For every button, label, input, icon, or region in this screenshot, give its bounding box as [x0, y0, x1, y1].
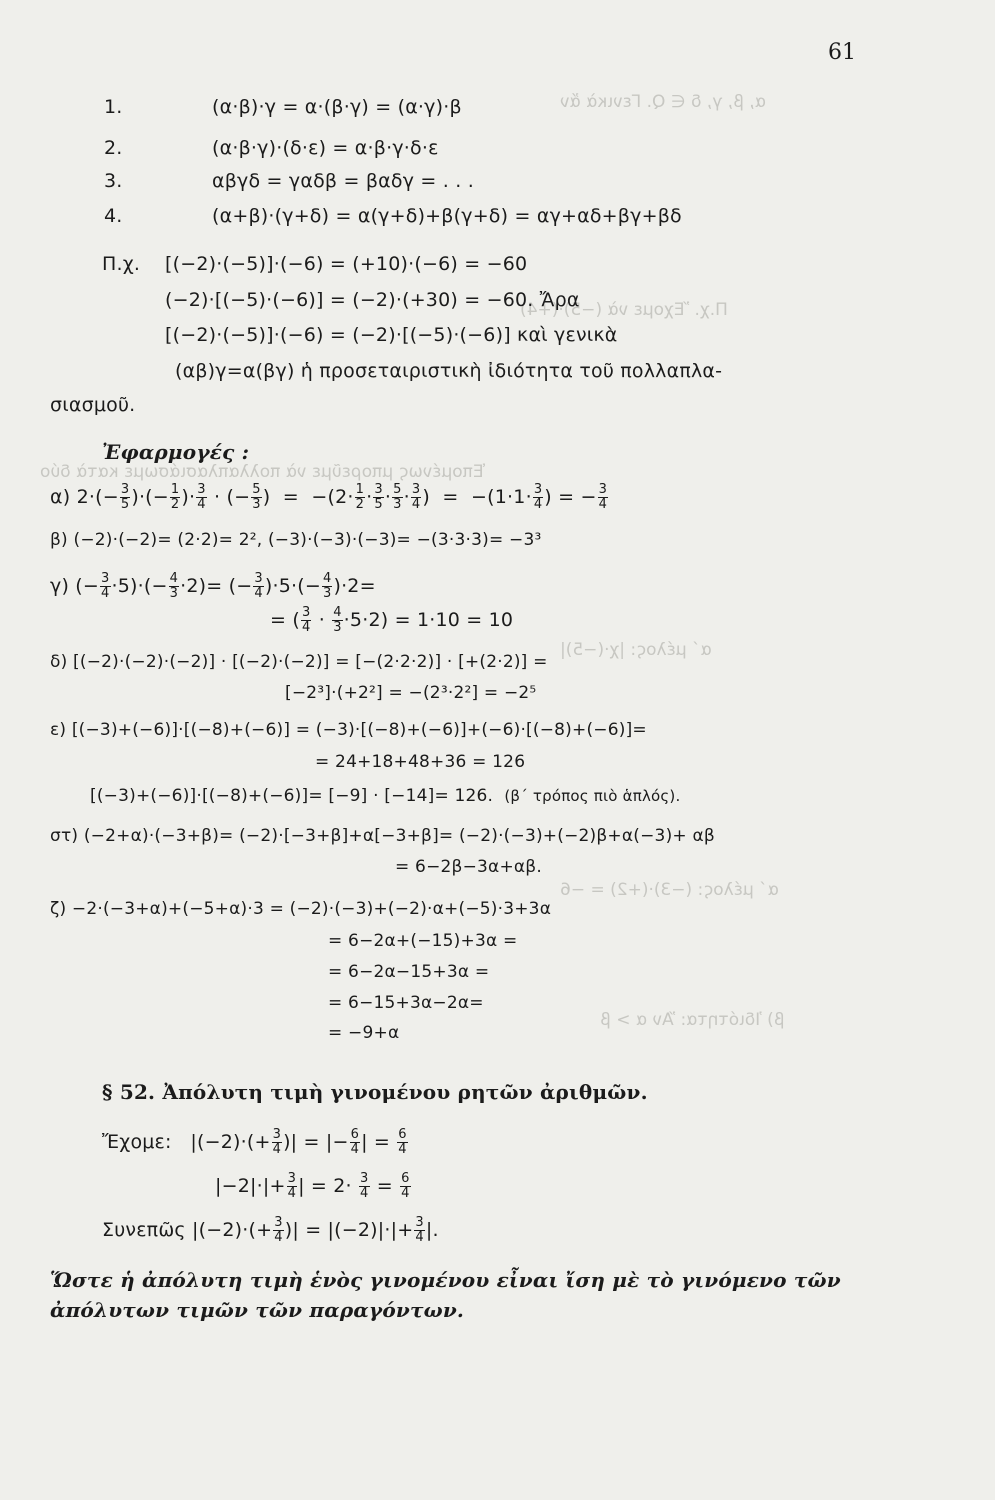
- bleed-through-text: β) Ἰδιότητα: Ἄν α > β: [600, 1010, 785, 1030]
- application-z-line-2: = 6−2α+(−15)+3α =: [328, 931, 518, 951]
- conclusion-line-1: Ὥστε ἡ ἀπόλυτη τιμὴ ἑνὸς γινομένου εἶναι ἴση μὲ τὸ γινόμενο τῶν: [50, 1268, 841, 1292]
- application-st-line-1: στ) (−2+α)·(−3+β)= (−2)·[−3+β]+α[−3+β]= (−2)·(−3)+(−2)β+α(−3)+ αβ: [50, 826, 715, 846]
- application-c-line-2: = ( $\frac{3}{4}$ · $\frac{4}{3}$ ·5·2) = 1·10 = 10: [270, 605, 514, 635]
- consequently-line: Συνεπῶς |(−2)·(+ $\frac{3}{4}$ )| = |(−2)|·|+ $\frac{3}{4}$ |.: [102, 1215, 439, 1245]
- application-a: α) 2·(− $\frac{3}{5}$ )·(− $\frac{1}{2}$ )· $\frac{3}{4}$ · (− $\frac{5}{3}$ ) = −(2· $\frac{1}{2}$ · $\frac{3}{5}$ · $\frac{5}{3}$ · $\frac{3}{4}$ ) = −(1·1· $\frac{3}{4}$ ) = − $\frac{3}{4}$: [50, 482, 608, 512]
- application-z-line-4: = 6−15+3α−2α=: [328, 993, 484, 1013]
- example-label: Π.χ.: [102, 253, 141, 275]
- property-line-2: 2. (α·β·γ)·(δ·ε) = α·β·γ·δ·ε: [104, 137, 439, 159]
- have-line-2: |−2|·|+ $\frac{3}{4}$ | = 2· $\frac{3}{4}$ = $\frac{6}{4}$: [215, 1171, 410, 1201]
- application-z-line-5: = −9+α: [328, 1023, 400, 1043]
- bleed-through-text: Ἑπομένως μπορεῦμε νὰ πολλαπλασιάσωμε κατὰ δύο: [40, 462, 485, 482]
- example-line-4: (αβ)γ=α(βγ) ἡ προσεταιριστικὴ ἰδιότητα τοῦ πολλαπλα-: [175, 360, 723, 382]
- application-st-line-2: = 6−2β−3α+αβ.: [395, 857, 542, 877]
- example-line-3: [(−2)·(−5)]·(−6) = (−2)·[(−5)·(−6)] καὶ γενικὰ: [165, 324, 618, 346]
- application-e-line-1: ε) [(−3)+(−6)]·[(−8)+(−6)] = (−3)·[(−8)+(−6)]+(−6)·[(−8)+(−6)]=: [50, 720, 647, 740]
- bleed-through-text: α΄ μέλος: |χ·(−5)|: [560, 640, 712, 660]
- example-line-2: (−2)·[(−5)·(−6)] = (−2)·(+30) = −60. Ἄρα: [165, 289, 580, 311]
- application-e-line-2: = 24+18+48+36 = 126: [315, 752, 526, 772]
- property-line-1: 1. (α·β)·γ = α·(β·γ) = (α·γ)·β: [104, 96, 462, 118]
- bleed-through-text: Π.χ. Ἔχομε νὰ (−5)·(+4): [520, 300, 728, 320]
- application-z-line-1: ζ) −2·(−3+α)+(−5+α)·3 = (−2)·(−3)+(−2)·α+(−5)·3+3α: [50, 899, 552, 919]
- conclusion-line-2: ἀπόλυτων τιμῶν τῶν παραγόντων.: [50, 1298, 465, 1322]
- bleed-through-text: α΄ μέλος: (−3)·(+2) = −6: [560, 880, 779, 900]
- application-z-line-3: = 6−2α−15+3α =: [328, 962, 490, 982]
- application-e-line-3: [(−3)+(−6)]·[(−8)+(−6)]= [−9] · [−14]= 126. (β΄ τρόπος πιὸ ἁπλός).: [90, 786, 681, 806]
- application-c: γ) (− $\frac{3}{4}$ ·5)·(− $\frac{4}{3}$ ·2)= (− $\frac{3}{4}$ )·5·(− $\frac{4}{3}$ )·2=: [50, 571, 376, 601]
- property-line-4: 4. (α+β)·(γ+δ) = α(γ+δ)+β(γ+δ) = αγ+αδ+βγ+βδ: [104, 205, 682, 227]
- page-number: 61: [828, 40, 856, 65]
- section-heading: § 52. Ἀπόλυτη τιμὴ γινομένου ρητῶν ἀριθμῶν.: [102, 1080, 648, 1104]
- example-line-1: [(−2)·(−5)]·(−6) = (+10)·(−6) = −60: [165, 253, 528, 275]
- have-line-1: Ἔχομε: |(−2)·(+ $\frac{3}{4}$ )| = |− $\frac{6}{4}$ | = $\frac{6}{4}$: [102, 1127, 407, 1157]
- example-line-5: σιασμοῦ.: [50, 394, 136, 416]
- application-b: β) (−2)·(−2)= (2·2)= 2², (−3)·(−3)·(−3)= −(3·3·3)= −3³: [50, 530, 542, 550]
- application-d-line-2: [−2³]·(+2²] = −(2³·2²] = −2⁵: [285, 683, 537, 703]
- applications-heading: Ἐφαρμογές :: [102, 440, 250, 464]
- application-d-line-1: δ) [(−2)·(−2)·(−2)] · [(−2)·(−2)] = [−(2·2·2)] · [+(2·2)] =: [50, 652, 548, 672]
- bleed-through-text: α, β, γ, δ ∈ Q. Γενικὰ ἄν: [560, 92, 766, 112]
- property-line-3: 3. αβγδ = γαδβ = βαδγ = . . .: [104, 170, 474, 192]
